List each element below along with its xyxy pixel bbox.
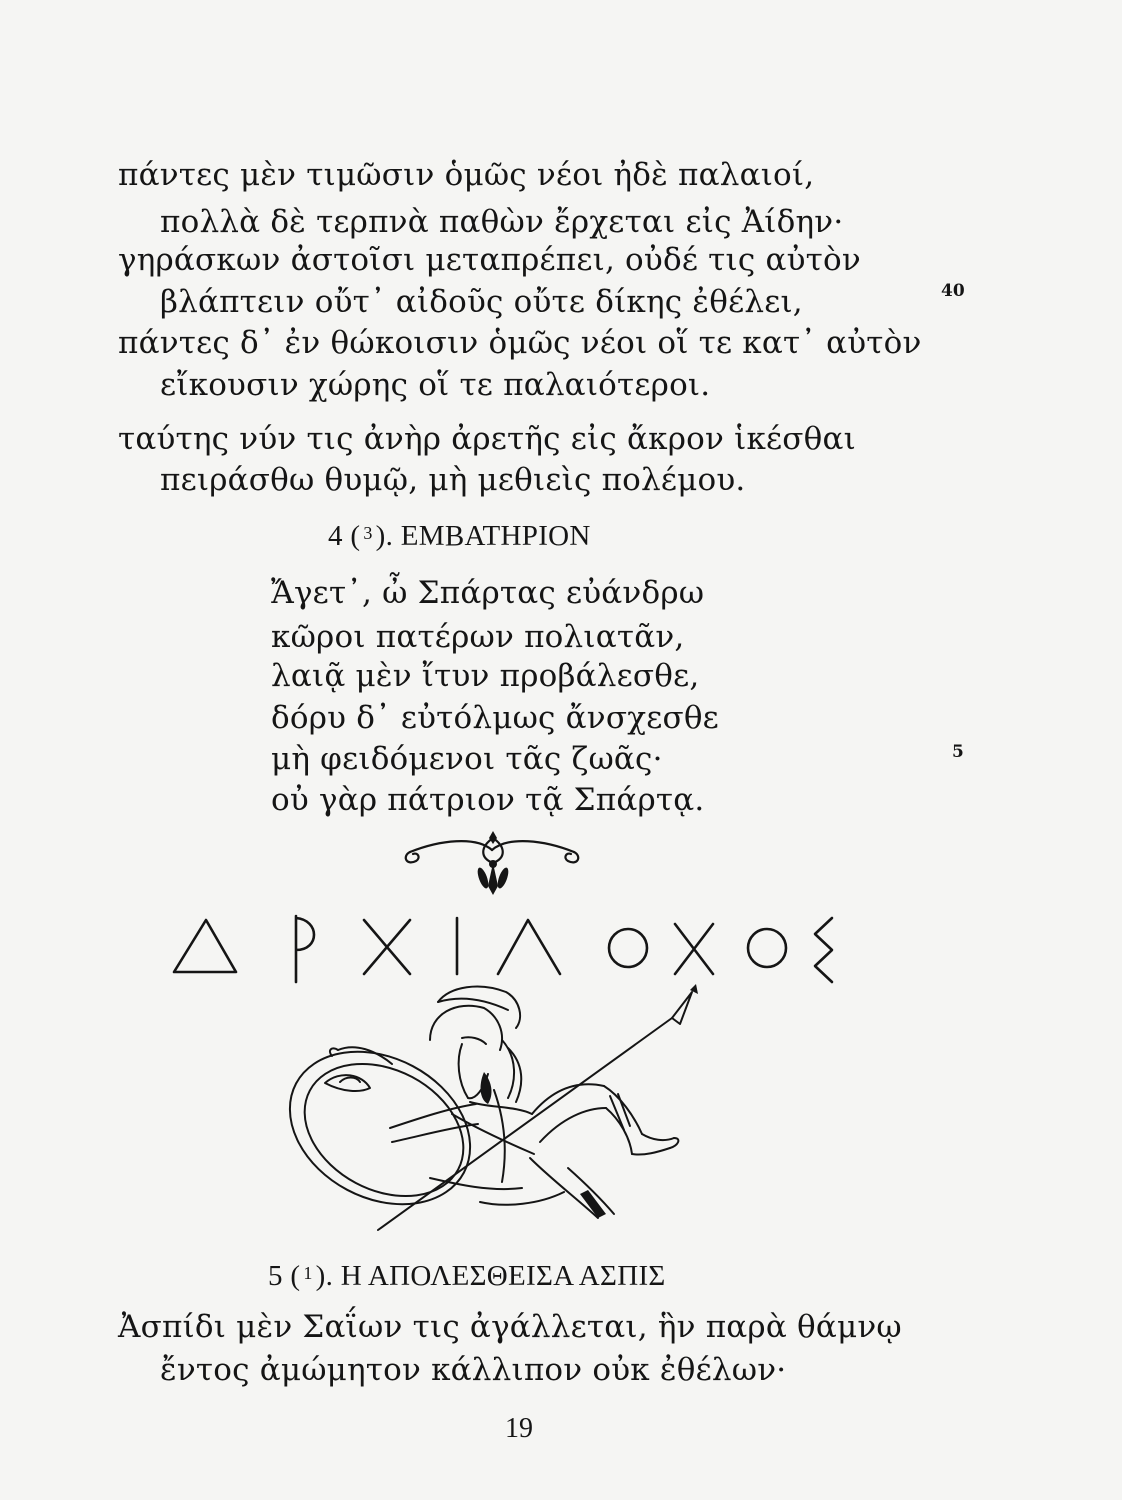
line-number: 5: [952, 742, 964, 762]
section-title: ΕΜΒΑΤΗΡΙΟΝ: [400, 520, 591, 552]
section-heading: 4 ( $^3$ ). ΕΜΒΑΤΗΡΙΟΝ: [328, 520, 591, 552]
verse-line: γηράσκων ἀστοῖσι μεταπρέπει, οὐδέ τις αὐτὸν: [118, 242, 861, 278]
verse-line: δόρυ δ᾽ εὐτόλμως ἄνσχεσθε: [271, 700, 719, 736]
verse-line: εἴκουσιν χώρης οἵ τε παλαιότεροι.: [160, 367, 711, 403]
scroll-ornament-icon: [398, 830, 588, 900]
page-number: 19: [505, 1413, 533, 1444]
warrior-with-shield-illustration: [280, 978, 700, 1238]
verse-line: πάντες δ᾽ ἐν θώκοισιν ὁμῶς νέοι οἵ τε κατ᾽ αὐτὸν: [118, 325, 922, 361]
section-number: 4: [328, 520, 343, 552]
verse-line: λαιᾷ μὲν ἴτυν προβάλεσθε,: [271, 658, 700, 694]
verse-line: βλάπτειν οὔτ᾽ αἰδοῦς οὔτε δίκης ἐθέλει,: [160, 284, 803, 320]
verse-line: ἔντος ἀμώμητον κάλλιπον οὐκ ἐθέλων·: [160, 1352, 787, 1388]
section-heading: 5 ( $^1$ ). Η ΑΠΟΛΕΣΘΕΙΣΑ ΑΣΠΙΣ: [268, 1260, 666, 1292]
verse-line: μὴ φειδόμενοι τᾶς ζωᾶς·: [271, 741, 663, 777]
verse-line: πειράσθω θυμῷ, μὴ μεθιεὶς πολέμου.: [160, 462, 746, 498]
verse-line: πολλὰ δὲ τερπνὰ παθὼν ἔρχεται εἰς Ἀίδην·: [160, 204, 844, 240]
verse-line: Ἀσπίδι μὲν Σαΐων τις ἀγάλλεται, ἣν παρὰ θάμνῳ: [118, 1309, 902, 1345]
section-subnumber: 1: [303, 1263, 313, 1283]
verse-line: ταύτης νύν τις ἀνὴρ ἀρετῆς εἰς ἄκρον ἱκέσθαι: [118, 421, 856, 457]
section-title: Η ΑΠΟΛΕΣΘΕΙΣΑ ΑΣΠΙΣ: [340, 1260, 666, 1292]
verse-line: πάντες μὲν τιμῶσιν ὁμῶς νέοι ἠδὲ παλαιοί,: [118, 157, 815, 193]
verse-line: κῶροι πατέρων πολιατᾶν,: [271, 619, 685, 655]
verse-line: Ἄγετ᾽, ὦ Σπάρτας εὐάνδρω: [271, 575, 705, 611]
section-number: 5: [268, 1260, 283, 1292]
verse-line: οὐ γὰρ πάτριον τᾷ Σπάρτᾳ.: [271, 782, 705, 818]
section-subnumber: 3: [363, 523, 373, 543]
line-number: 40: [941, 281, 965, 301]
